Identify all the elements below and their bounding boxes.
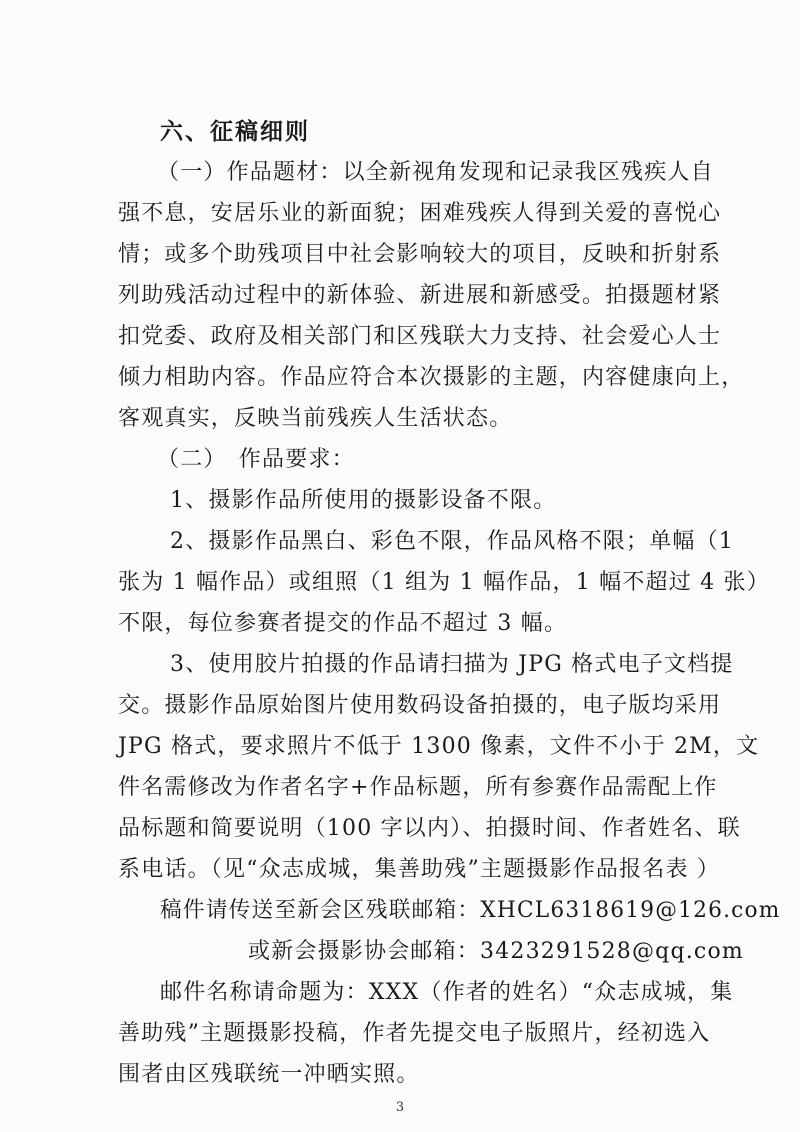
paragraph-line: 品标题和简要说明（100 字以内）、拍摄时间、作者姓名、联 [118, 816, 741, 841]
paragraph-line: 倾力相助内容。作品应符合本次摄影的主题，内容健康向上， [118, 365, 745, 390]
paragraph-line: 情；或多个助残项目中社会影响较大的项目，反映和折射系 [118, 242, 722, 267]
paragraph-line: 张为 1 幅作品）或组照（1 组为 1 幅作品，1 幅不超过 4 张） [118, 570, 770, 595]
contact-email-line: 稿件请传送至新会区残联邮箱：XHCL6318619@126.com [160, 898, 781, 923]
paragraph-line: 不限，每位参赛者提交的作品不超过 3 幅。 [118, 611, 568, 636]
paragraph-line: 交。摄影作品原始图片使用数码设备拍摄的，电子版均采用 [118, 693, 722, 718]
paragraph-line: JPG 格式，要求照片不低于 1300 像素，文件不小于 2M，文 [118, 734, 760, 759]
paragraph-line: 邮件名称请命题为：XXX（作者的姓名）“众志成城，集 [160, 980, 734, 1005]
paragraph-line: 件名需修改为作者名字+作品标题，所有参赛作品需配上作 [118, 775, 718, 800]
paragraph-line: 客观真实，反映当前残疾人生活状态。 [118, 406, 513, 431]
paragraph-line: 列助残活动过程中的新体验、新进展和新感受。拍摄题材紧 [118, 283, 722, 308]
paragraph-line: 扣党委、政府及相关部门和区残联大力支持、社会爱心人士 [118, 324, 722, 349]
paragraph-line: 强不息，安居乐业的新面貌；困难残疾人得到关爱的喜悦心 [118, 201, 722, 226]
subsection-title: （二） 作品要求： [157, 447, 355, 472]
paragraph-line: （一）作品题材：以全新视角发现和记录我区残疾人自 [157, 160, 714, 185]
requirement-item: 1、摄影作品所使用的摄影设备不限。 [170, 488, 557, 513]
paragraph-line: 2、摄影作品黑白、彩色不限，作品风格不限；单幅（1 [170, 529, 734, 554]
page-number: 3 [395, 1100, 405, 1115]
paragraph-line: 围者由区残联统一冲晒实照。 [118, 1062, 420, 1087]
contact-email-line: 或新会摄影协会邮箱：3423291528@qq.com [248, 939, 744, 964]
paragraph-line: 3、使用胶片拍摄的作品请扫描为 JPG 格式电子文档提 [170, 652, 734, 677]
section-heading: 六、征稿细则 [160, 118, 310, 145]
paragraph-line: 系电话。（见“众志成城，集善助残”主题摄影作品报名表 ） [118, 857, 721, 882]
paragraph-line: 善助残”主题摄影投稿，作者先提交电子版照片，经初选入 [118, 1021, 711, 1046]
